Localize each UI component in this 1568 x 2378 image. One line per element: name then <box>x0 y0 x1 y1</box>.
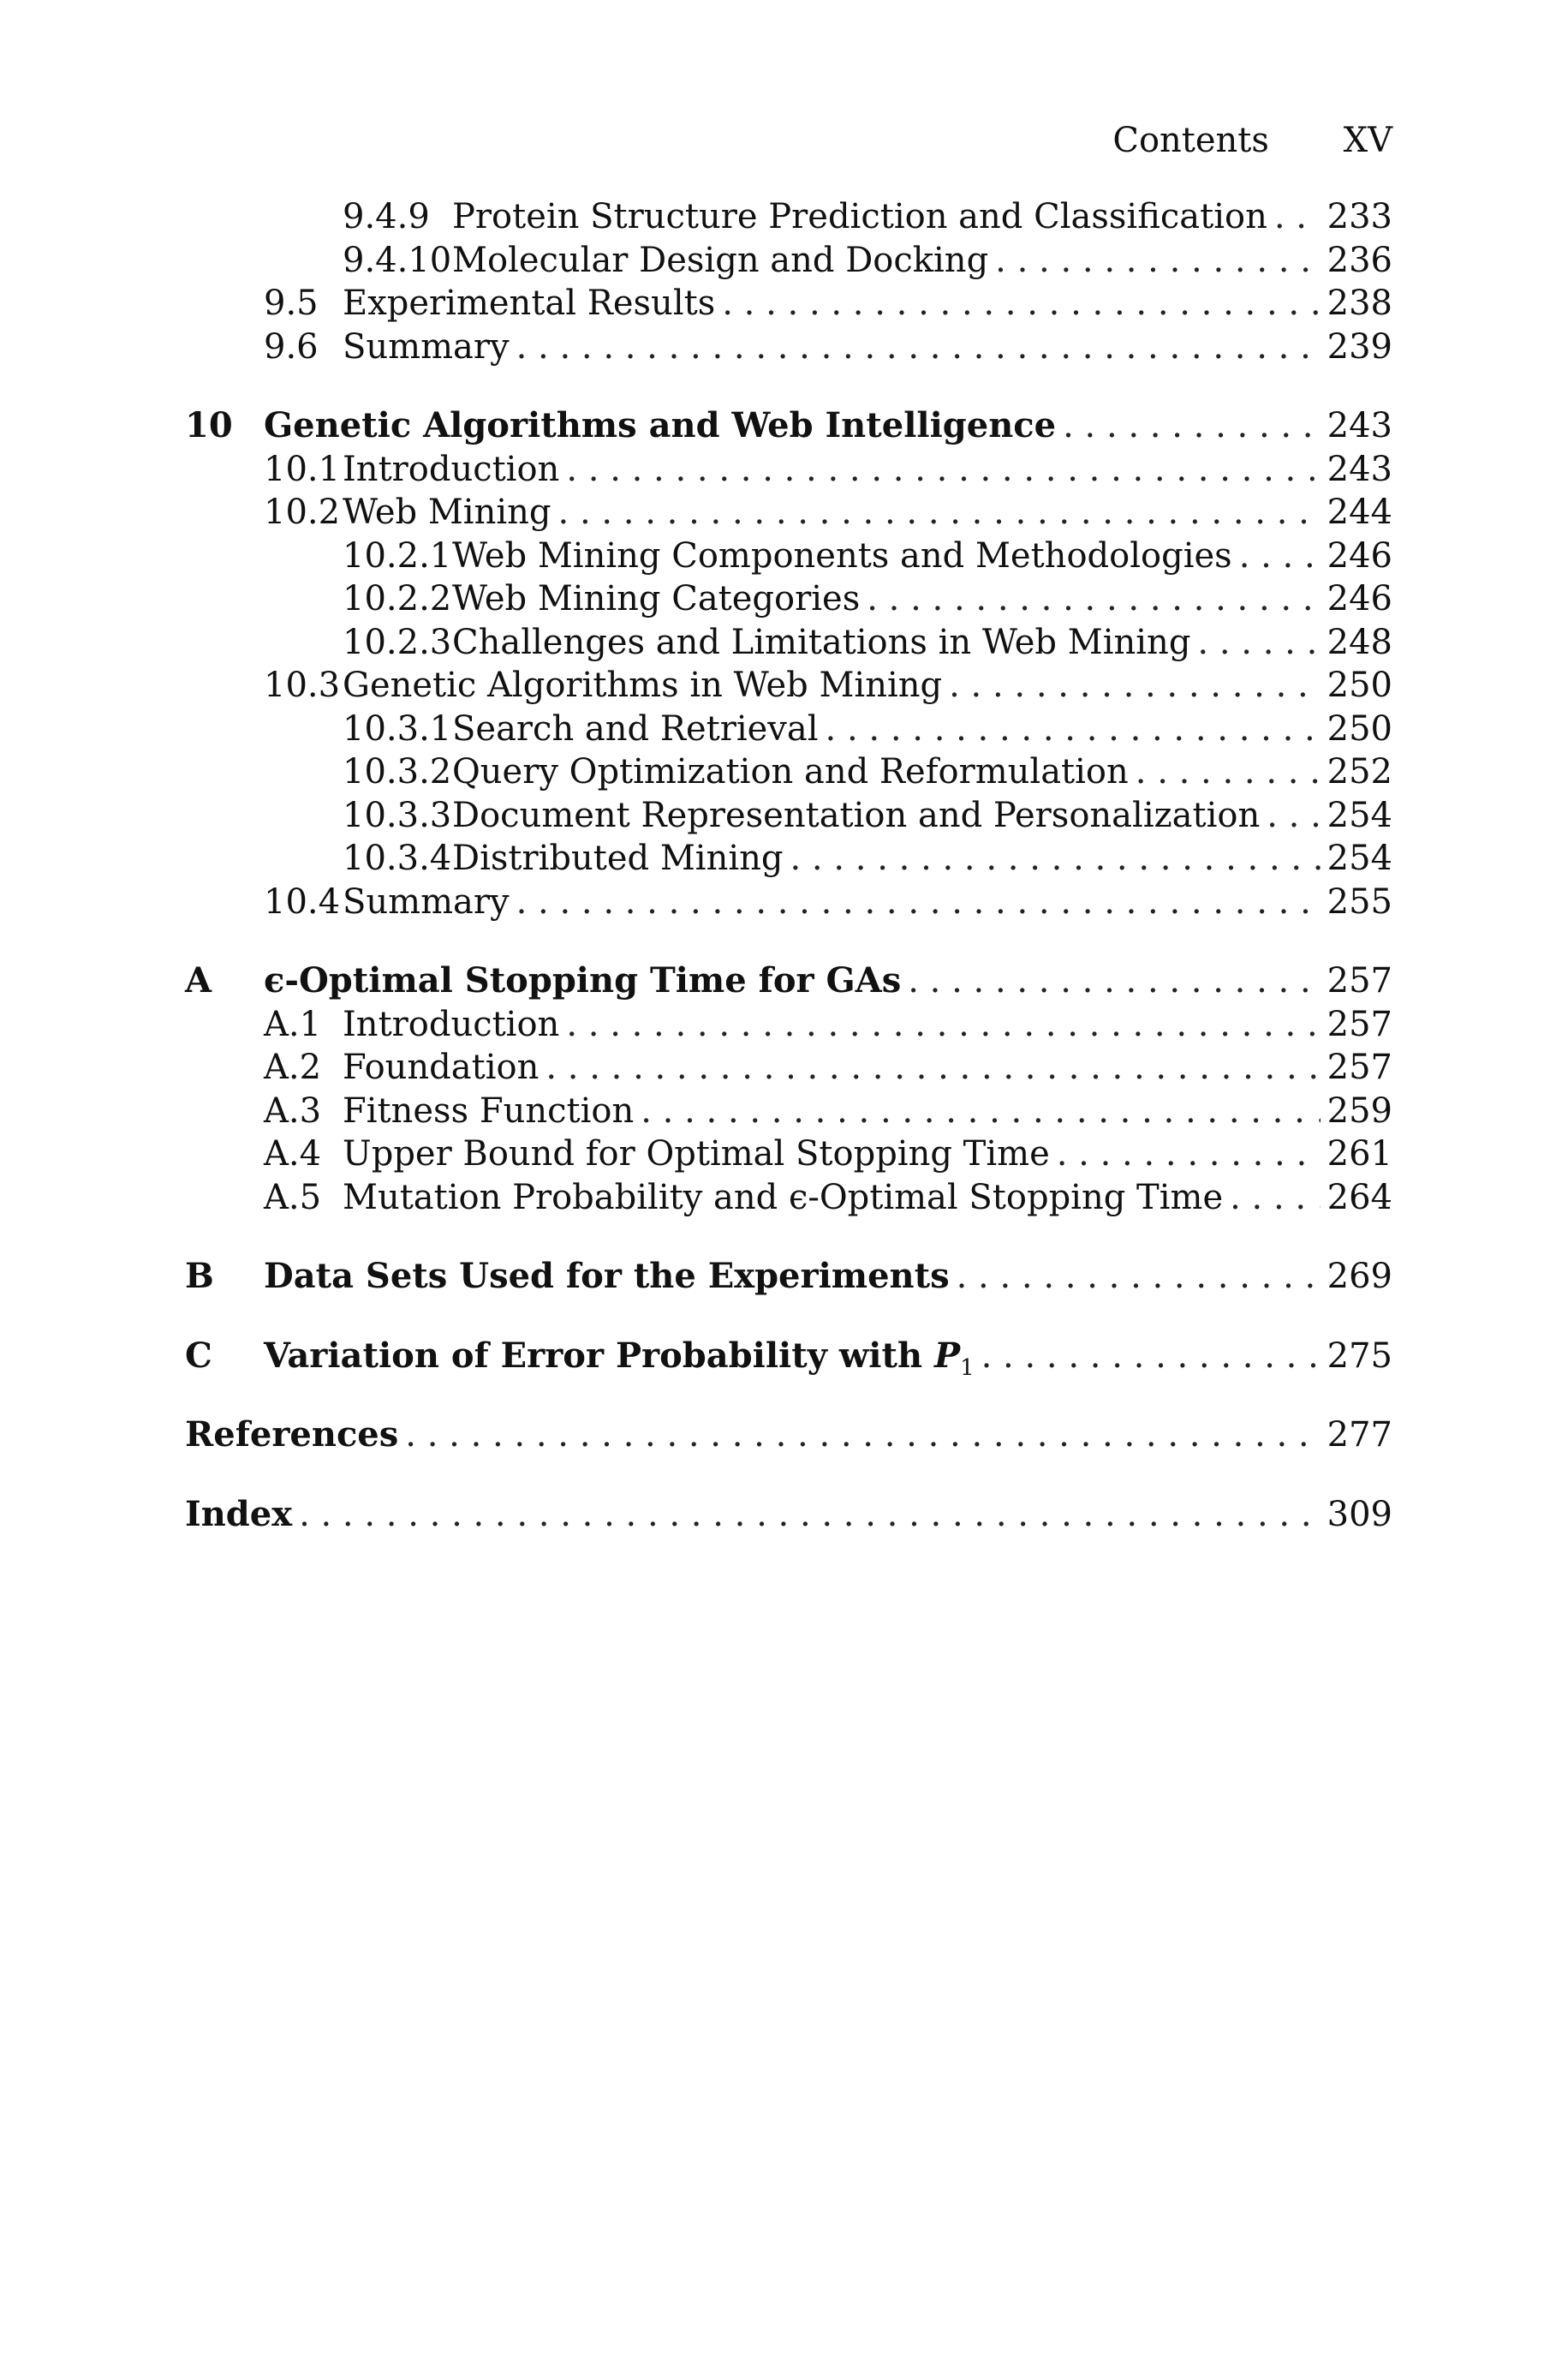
toc-entry[interactable] <box>185 577 1392 621</box>
toc-references[interactable] <box>185 1413 1392 1457</box>
entry-page: 259 <box>1327 1090 1392 1131</box>
toc-entry[interactable] <box>185 708 1392 751</box>
entry-number: 10.3.4 <box>343 839 452 878</box>
entry-number: A.4 <box>264 1134 322 1174</box>
entry-number: 9.5 <box>264 284 319 323</box>
toc-chapter-10[interactable] <box>185 404 1392 448</box>
entry-page: 244 <box>1327 493 1392 532</box>
toc-appendix-b[interactable] <box>185 1255 1392 1299</box>
entry-number: 10.2.3 <box>343 622 452 662</box>
appendix-letter: A <box>185 960 212 1001</box>
toc-entry[interactable] <box>185 1090 1392 1133</box>
dot-leader <box>566 448 1320 492</box>
dot-leader <box>995 239 1320 283</box>
toc-entry[interactable] <box>185 1046 1392 1090</box>
running-head-title: Contents <box>1112 121 1269 160</box>
entry-title: Fitness Function <box>343 1090 635 1131</box>
entry-title: Distributed Mining <box>452 839 784 878</box>
entry-page: 254 <box>1327 795 1392 835</box>
dot-leader <box>1057 1132 1321 1176</box>
dot-leader <box>908 959 1320 1003</box>
appendix-title-subscript: 1 <box>960 1354 975 1381</box>
dot-leader <box>546 1046 1320 1090</box>
appendix-page: 275 <box>1327 1335 1392 1376</box>
entry-page: 250 <box>1327 708 1392 749</box>
entry-number: 9.6 <box>264 326 319 367</box>
entry-number: A.1 <box>264 1004 322 1044</box>
entry-number: 10.3.2 <box>343 752 452 792</box>
dot-leader <box>826 708 1321 751</box>
chapter-title: Genetic Algorithms and Web Intelligence <box>264 405 1057 445</box>
entry-page: 255 <box>1327 881 1392 922</box>
dot-leader <box>981 1335 1321 1378</box>
appendix-title: Data Sets Used for the Experiments <box>264 1256 950 1296</box>
entry-title: Summary <box>343 881 510 922</box>
entry-number: 10.2.1 <box>343 535 452 576</box>
entry-page: 257 <box>1327 1048 1392 1087</box>
toc-entry[interactable] <box>185 448 1392 492</box>
toc-entry[interactable] <box>185 837 1392 881</box>
dot-leader <box>558 491 1321 535</box>
entry-page: 236 <box>1327 240 1392 280</box>
index-page: 309 <box>1327 1494 1392 1534</box>
toc-entry[interactable] <box>185 664 1392 708</box>
entry-page: 246 <box>1327 579 1392 618</box>
dot-leader <box>722 282 1320 326</box>
entry-title: Web Mining <box>343 493 551 532</box>
entry-page: 252 <box>1327 752 1392 792</box>
entry-title: Search and Retrieval <box>452 708 819 749</box>
toc-entry[interactable] <box>185 1132 1392 1176</box>
entry-title: Protein Structure Prediction and Classification <box>452 197 1267 236</box>
entry-title: Challenges and Limitations in Web Mining <box>452 622 1191 662</box>
entry-number: A.5 <box>264 1177 322 1217</box>
references-title: References <box>185 1414 399 1455</box>
dot-leader <box>405 1413 1320 1457</box>
dot-leader <box>1063 404 1321 448</box>
dot-leader <box>867 577 1320 621</box>
toc-entry[interactable] <box>185 794 1392 838</box>
entry-page: 239 <box>1327 326 1392 367</box>
entry-number: 10.1 <box>264 449 341 489</box>
dot-leader <box>1267 794 1320 838</box>
entry-title: Web Mining Components and Methodologies <box>452 535 1232 576</box>
toc-entry[interactable] <box>185 535 1392 578</box>
chapter-page: 243 <box>1327 406 1392 445</box>
dot-leader <box>1197 621 1320 665</box>
dot-leader <box>516 881 1321 924</box>
entry-number: 9.4.9 <box>343 197 430 236</box>
dot-leader <box>1136 750 1321 794</box>
entry-title: Experimental Results <box>343 284 716 323</box>
entry-page: 233 <box>1327 197 1392 236</box>
toc-entry[interactable] <box>185 1176 1392 1220</box>
appendix-page: 269 <box>1327 1257 1392 1296</box>
dot-leader <box>1230 1176 1321 1220</box>
entry-title: Foundation <box>343 1048 540 1087</box>
chapter-number: 10 <box>185 405 233 445</box>
appendix-letter: B <box>185 1256 214 1296</box>
running-head <box>1112 117 1392 164</box>
toc-appendix-a[interactable] <box>185 959 1392 1003</box>
index-title: Index <box>185 1493 293 1534</box>
entry-title: Introduction <box>343 449 560 489</box>
toc-entry[interactable] <box>185 491 1392 535</box>
entry-number: 10.2 <box>264 493 341 532</box>
entry-page: 250 <box>1327 666 1392 705</box>
entry-number: 10.2.2 <box>343 579 452 618</box>
entry-title: Introduction <box>343 1004 560 1044</box>
toc-entry[interactable] <box>185 621 1392 665</box>
entry-number: 10.3 <box>264 666 341 705</box>
entry-page: 238 <box>1327 284 1392 323</box>
entry-number: 10.3.1 <box>343 708 452 749</box>
toc-entry[interactable] <box>185 326 1392 369</box>
entry-page: 261 <box>1327 1134 1392 1174</box>
appendix-title-text: Variation of Error Probability with <box>264 1335 934 1376</box>
dot-leader <box>1239 535 1321 578</box>
dot-leader <box>516 326 1321 369</box>
dot-leader <box>641 1090 1320 1133</box>
entry-page: 246 <box>1327 535 1392 576</box>
toc-entry[interactable] <box>185 195 1392 239</box>
entry-title: Molecular Design and Docking <box>452 240 989 280</box>
entry-title: Mutation Probability and ϵ-Optimal Stopping Time <box>343 1177 1224 1217</box>
entry-number: 9.4.10 <box>343 240 452 280</box>
entry-page: 257 <box>1327 1004 1392 1044</box>
toc-entry[interactable] <box>185 881 1392 924</box>
toc-index[interactable] <box>185 1493 1392 1537</box>
entry-title: Query Optimization and Reformulation <box>452 752 1129 792</box>
entry-number: A.2 <box>264 1048 322 1087</box>
dot-leader <box>1274 195 1321 239</box>
entry-number: A.3 <box>264 1090 322 1131</box>
entry-title: Upper Bound for Optimal Stopping Time <box>343 1134 1050 1174</box>
entry-page: 254 <box>1327 839 1392 878</box>
dot-leader <box>957 1255 1321 1299</box>
entry-title: Genetic Algorithms in Web Mining <box>343 666 943 705</box>
appendix-letter: C <box>185 1335 212 1376</box>
dot-leader <box>790 837 1320 881</box>
dot-leader <box>949 664 1321 708</box>
entry-title: Web Mining Categories <box>452 579 861 618</box>
references-page: 277 <box>1327 1415 1392 1455</box>
table-of-contents <box>185 195 1392 1536</box>
dot-leader <box>566 1003 1320 1047</box>
entry-page: 264 <box>1327 1177 1392 1217</box>
toc-entry[interactable] <box>185 1003 1392 1047</box>
page-number: XV <box>1343 121 1392 160</box>
toc-entry[interactable] <box>185 282 1392 326</box>
appendix-title-variable: P <box>934 1335 961 1376</box>
appendix-page: 257 <box>1327 961 1392 1001</box>
entry-number: 10.3.3 <box>343 795 452 835</box>
entry-page: 243 <box>1327 449 1392 489</box>
toc-entry[interactable] <box>185 750 1392 794</box>
toc-appendix-c[interactable] <box>185 1335 1392 1381</box>
entry-title: Document Representation and Personalization <box>452 795 1261 835</box>
entry-page: 248 <box>1327 622 1392 662</box>
dot-leader <box>299 1493 1321 1537</box>
entry-title: Summary <box>343 326 510 367</box>
appendix-title <box>264 1335 975 1390</box>
entry-number: 10.4 <box>264 881 341 922</box>
appendix-title: ϵ-Optimal Stopping Time for GAs <box>264 960 902 1001</box>
toc-entry[interactable] <box>185 239 1392 283</box>
